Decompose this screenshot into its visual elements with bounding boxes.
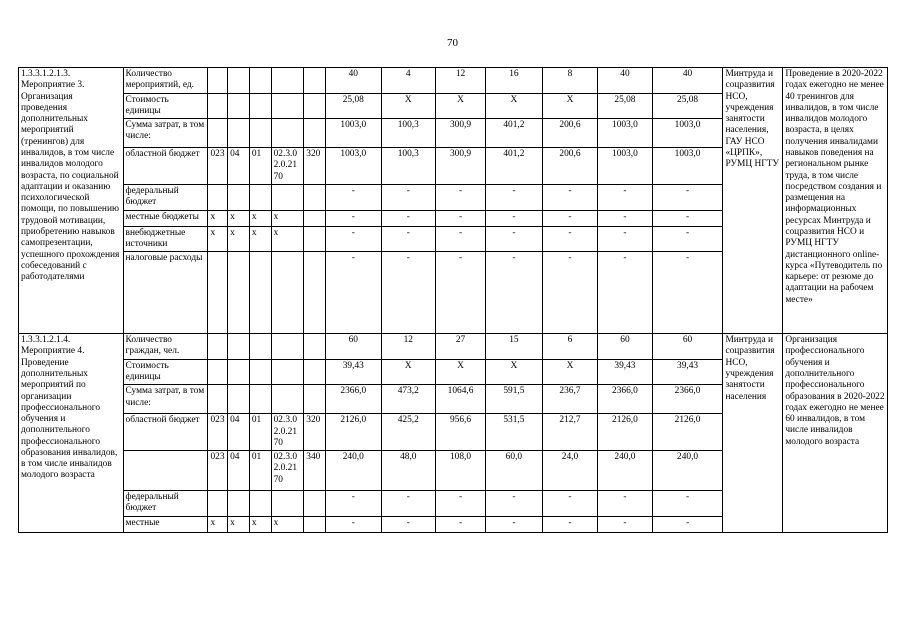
code-cell: 340 [304,451,326,491]
value-cell: 425,2 [381,414,435,451]
indicator-label: Количество мероприятий, ед. [123,68,208,94]
indicator-label: Стоимость единицы [123,93,208,119]
code-cell [208,68,228,94]
value-cell: 200,6 [542,119,598,148]
value-cell: 212,7 [542,414,598,451]
code-cell: 023 [208,148,228,185]
value-cell: 15 [486,334,543,360]
code-cell [304,385,326,414]
code-cell [249,359,271,385]
value-cell: - [486,184,543,210]
executor-cell: Минтруда и соцразвития НСО, учреждения занятости населения, ГАУ НСО «ЦРПК», РУМЦ НГТУ [723,68,783,334]
code-cell [271,491,304,517]
code-cell [249,334,271,360]
value-cell: - [542,516,598,532]
code-cell [304,210,326,226]
code-cell [249,385,271,414]
value-cell: 25,08 [598,93,652,119]
code-cell: x [271,226,304,252]
code-cell: x [249,516,271,532]
code-cell [271,385,304,414]
code-cell [304,68,326,94]
value-cell: 401,2 [486,148,543,185]
value-cell: - [652,516,723,532]
program-table [18,67,888,533]
value-cell: - [598,516,652,532]
value-cell: - [326,252,382,334]
value-cell: 12 [381,334,435,360]
value-cell: 2366,0 [326,385,382,414]
value-cell: - [326,184,382,210]
code-cell: 04 [228,148,250,185]
code-cell: 023 [208,414,228,451]
code-cell [271,252,304,334]
value-cell: X [435,359,485,385]
code-cell [228,252,250,334]
code-cell: x [208,210,228,226]
executor-cell: Минтруда и соцразвития НСО, учреждения занятости населения [723,334,783,533]
page-number: 70 [447,37,458,49]
value-cell: 39,43 [652,359,723,385]
value-cell: - [652,252,723,334]
code-cell [208,359,228,385]
value-cell: - [326,210,382,226]
value-cell: 1003,0 [652,148,723,185]
value-cell: 60 [652,334,723,360]
value-cell: 60,0 [486,451,543,491]
code-cell: x [208,226,228,252]
value-cell: - [326,516,382,532]
value-cell: 100,3 [381,119,435,148]
value-cell: - [435,516,485,532]
code-cell: 320 [304,148,326,185]
code-cell [208,252,228,334]
activity-cell: 1.3.3.1.2.1.4. Мероприятие 4. Проведение дополнительных мероприятий по организации профессионального обучения и дополнительного профессионального образования инвалидов, в том числе инвалидов молодого возраста [19,334,124,533]
value-cell: - [542,491,598,517]
value-cell: - [435,491,485,517]
value-cell: - [326,226,382,252]
value-cell: - [381,184,435,210]
code-cell [208,184,228,210]
value-cell: - [598,184,652,210]
value-cell: - [486,252,543,334]
value-cell: 200,6 [542,148,598,185]
code-cell [271,119,304,148]
code-cell [304,184,326,210]
value-cell: - [542,226,598,252]
value-cell: 2126,0 [598,414,652,451]
value-cell: - [486,210,543,226]
code-cell [304,491,326,517]
value-cell: - [381,516,435,532]
table-row [19,334,888,360]
code-cell [249,252,271,334]
value-cell: - [542,184,598,210]
value-cell: 240,0 [326,451,382,491]
value-cell: 12 [435,68,485,94]
result-cell: Организация профессионального обучения и дополнительного профессионального образования в 2020-2022 годах ежегодно не менее 60 инвалидов, в том числе инвалидов молодого возраста [783,334,888,533]
code-cell [228,119,250,148]
table-row [19,68,888,94]
value-cell: 1064,6 [435,385,485,414]
code-cell [271,68,304,94]
code-cell [304,226,326,252]
code-cell: 02.3.02.0.2170 [271,414,304,451]
value-cell: 16 [486,68,543,94]
indicator-label: Сумма затрат, в том числе: [123,119,208,148]
value-cell: 1003,0 [598,148,652,185]
value-cell: 60 [326,334,382,360]
value-cell: 39,43 [326,359,382,385]
code-cell [271,184,304,210]
indicator-label: налоговые расходы [123,252,208,334]
code-cell: x [228,226,250,252]
indicator-label: Стоимость единицы [123,359,208,385]
value-cell: X [381,359,435,385]
value-cell: 1003,0 [326,148,382,185]
value-cell: - [652,184,723,210]
code-cell [208,93,228,119]
indicator-label: Сумма затрат, в том числе: [123,385,208,414]
value-cell: - [435,210,485,226]
value-cell: 2366,0 [598,385,652,414]
value-cell: - [381,226,435,252]
value-cell: X [542,93,598,119]
indicator-label: Количество граждан, чел. [123,334,208,360]
code-cell: 01 [249,414,271,451]
value-cell: - [381,252,435,334]
code-cell [304,516,326,532]
code-cell [304,93,326,119]
code-cell: x [249,210,271,226]
code-cell [304,119,326,148]
value-cell: 956,6 [435,414,485,451]
code-cell: 320 [304,414,326,451]
indicator-label: федеральный бюджет [123,184,208,210]
value-cell: - [598,226,652,252]
value-cell: 1003,0 [598,119,652,148]
code-cell [228,93,250,119]
code-cell [208,119,228,148]
value-cell: - [486,226,543,252]
value-cell: 48,0 [381,451,435,491]
code-cell: x [228,210,250,226]
value-cell: 40 [326,68,382,94]
code-cell: 01 [249,148,271,185]
table-body [19,68,888,533]
indicator-label: внебюджетные источники [123,226,208,252]
code-cell: 02.3.02.0.2170 [271,148,304,185]
code-cell [249,68,271,94]
value-cell: 6 [542,334,598,360]
result-cell: Проведение в 2020-2022 годах ежегодно не менее 40 тренингов для инвалидов, в том числе инвалидов молодого возраста, в целях получения инвалидами навыков поведения на региональном рынке труда, в том числе посредством создания и размещения на информационных ресурсах Минтруда и соцразвития НСО и РУМЦ НГТУ дистанционного online-курса «Путеводитель по карьере: от резюме до адаптации на рабочем месте» [783,68,888,334]
value-cell: X [381,93,435,119]
value-cell: 1003,0 [652,119,723,148]
value-cell: - [326,491,382,517]
value-cell: - [598,210,652,226]
value-cell: - [381,210,435,226]
value-cell: 300,9 [435,119,485,148]
value-cell: 591,5 [486,385,543,414]
value-cell: - [542,252,598,334]
code-cell [304,252,326,334]
code-cell: x [228,516,250,532]
indicator-label: федеральный бюджет [123,491,208,517]
value-cell: 1003,0 [326,119,382,148]
code-cell [228,184,250,210]
value-cell: 27 [435,334,485,360]
code-cell [208,385,228,414]
indicator-label: местные [123,516,208,532]
code-cell: 01 [249,451,271,491]
value-cell: - [598,252,652,334]
code-cell [249,491,271,517]
code-cell: 023 [208,451,228,491]
code-cell [228,334,250,360]
value-cell: 2126,0 [326,414,382,451]
value-cell: 100,3 [381,148,435,185]
code-cell [304,334,326,360]
value-cell: 473,2 [381,385,435,414]
value-cell: - [652,491,723,517]
code-cell: 04 [228,451,250,491]
value-cell: 24,0 [542,451,598,491]
value-cell: X [435,93,485,119]
code-cell [228,359,250,385]
value-cell: - [435,226,485,252]
code-cell: x [271,210,304,226]
value-cell: 40 [652,68,723,94]
value-cell: - [542,210,598,226]
code-cell [228,491,250,517]
value-cell: 401,2 [486,119,543,148]
value-cell: - [598,491,652,517]
code-cell: x [249,226,271,252]
value-cell: - [381,491,435,517]
code-cell [228,385,250,414]
code-cell [271,359,304,385]
value-cell: 108,0 [435,451,485,491]
value-cell: - [486,516,543,532]
value-cell: - [652,210,723,226]
code-cell [304,359,326,385]
value-cell: 25,08 [326,93,382,119]
value-cell: 25,08 [652,93,723,119]
value-cell: - [652,226,723,252]
indicator-label [123,451,208,491]
indicator-label: областной бюджет [123,148,208,185]
code-cell [249,93,271,119]
value-cell: 531,5 [486,414,543,451]
value-cell: 2126,0 [652,414,723,451]
activity-cell: 1.3.3.1.2.1.3. Мероприятие 3. Организация проведения дополнительных мероприятий (тренингов) для инвалидов, в том числе инвалидов молодого возраста, по социальной адаптации и оказанию психологической помощи, по повышению трудовой мотивации, приобретению навыков самопрезентации, успешного прохождения собеседований с работодателями [19,68,124,334]
value-cell: X [486,359,543,385]
code-cell [208,334,228,360]
code-cell [228,68,250,94]
code-cell: 04 [228,414,250,451]
code-cell [271,93,304,119]
value-cell: 2366,0 [652,385,723,414]
indicator-label: областной бюджет [123,414,208,451]
code-cell [249,119,271,148]
value-cell: - [435,252,485,334]
value-cell: 60 [598,334,652,360]
value-cell: - [486,491,543,517]
code-cell [208,491,228,517]
value-cell: 236,7 [542,385,598,414]
value-cell: 40 [598,68,652,94]
value-cell: 240,0 [652,451,723,491]
value-cell: X [486,93,543,119]
value-cell: 39,43 [598,359,652,385]
value-cell: 240,0 [598,451,652,491]
value-cell: 4 [381,68,435,94]
code-cell: x [271,516,304,532]
code-cell: x [208,516,228,532]
value-cell: 300,9 [435,148,485,185]
value-cell: 8 [542,68,598,94]
value-cell: X [542,359,598,385]
code-cell [271,334,304,360]
code-cell [249,184,271,210]
code-cell: 02.3.02.0.2170 [271,451,304,491]
value-cell: - [435,184,485,210]
indicator-label: местные бюджеты [123,210,208,226]
